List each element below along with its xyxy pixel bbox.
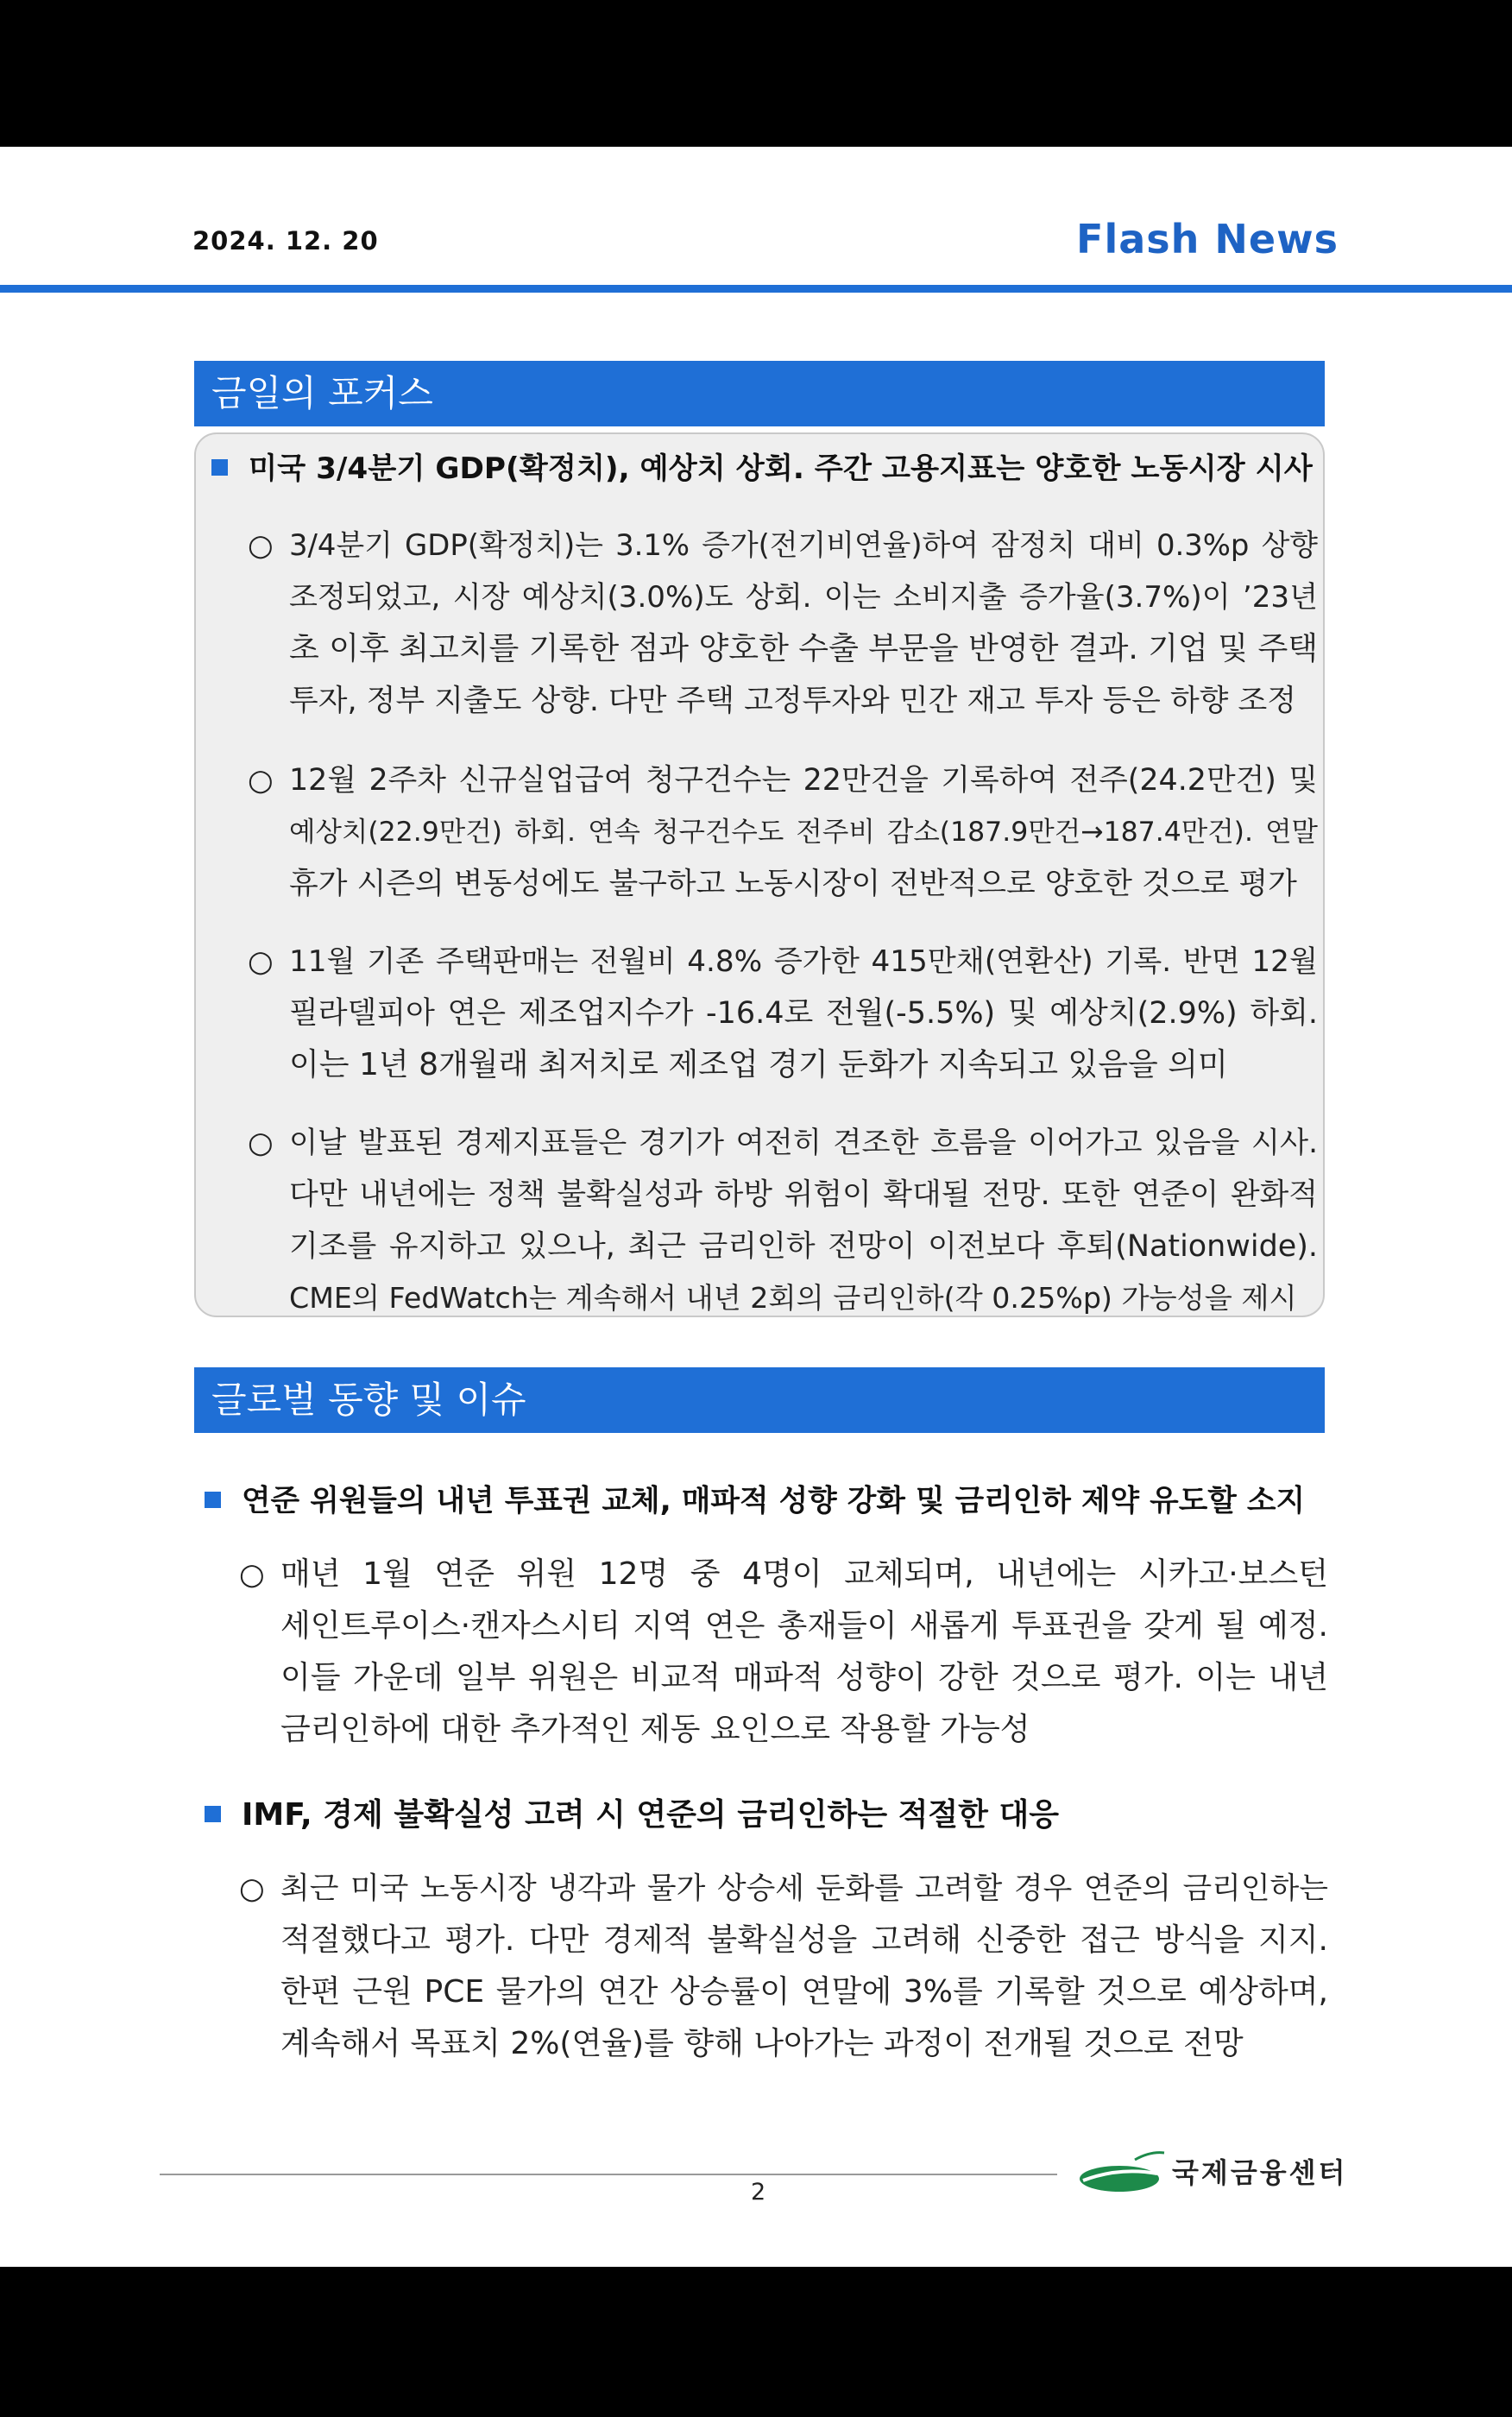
brand-title: Flash News xyxy=(1076,216,1339,262)
circle-bullet-icon: ○ xyxy=(248,763,274,798)
text-line: 한편 근원 PCE 물가의 연간 상승률이 연말에 3%를 기록할 것으로 예상하며, xyxy=(280,1974,1328,2010)
circle-bullet-icon: ○ xyxy=(248,944,274,979)
circle-bullet-icon: ○ xyxy=(248,1126,274,1160)
square-bullet-icon xyxy=(205,1492,221,1508)
footer-rule xyxy=(160,2174,1057,2175)
header-rule xyxy=(0,285,1512,293)
org-name: 국제금융센터 xyxy=(1172,2156,1348,2189)
text-line: 조정되었고, 시장 예상치(3.0%)도 상회. 이는 소비지출 증가율(3.7%)이 ’23년 xyxy=(289,580,1318,615)
text-line: 기조를 유지하고 있으나, 최근 금리인하 전망이 이전보다 후퇴(Nationwide). xyxy=(289,1229,1318,1264)
text-line: 필라델피아 연은 제조업지수가 -16.4로 전월(-5.5%) 및 예상치(2.9%) 하회. xyxy=(289,996,1318,1031)
focus-bullet-1 xyxy=(248,520,1318,727)
page-number: 2 xyxy=(751,2179,766,2206)
text-line: 매년 1월 연준 위원 12명 중 4명이 교체되며, 내년에는 시카고·보스턴 xyxy=(280,1556,1328,1592)
text-line: 예상치(22.9만건) 하회. 연속 청구건수도 전주비 감소(187.9만건→187.4만건). 연말 xyxy=(289,817,1318,848)
focus-bullet-4 xyxy=(248,1117,1318,1324)
document-page xyxy=(0,147,1512,2267)
global-heading-2 xyxy=(205,1790,1059,1834)
global-section-title: 글로벌 동향 및 이슈 xyxy=(211,1379,526,1421)
text-line: 세인트루이스·캔자스시티 지역 연은 총재들이 새롭게 투표권을 갖게 될 예정. xyxy=(280,1608,1328,1644)
text-line: CME의 FedWatch는 계속해서 내년 2회의 금리인하(각 0.25%p) 가능성을 제시 xyxy=(289,1281,1297,1315)
focus-bullet-2 xyxy=(248,754,1318,910)
text-line: 투자, 정부 지출도 상향. 다만 주택 고정투자와 민간 재고 투자 등은 하향 조정 xyxy=(289,684,1296,718)
focus-section-bar xyxy=(194,361,1325,426)
text-line: 11월 기존 주택판매는 전월비 4.8% 증가한 415만채(연환산) 기록. 반면 12월 xyxy=(289,944,1318,979)
square-bullet-icon xyxy=(211,459,228,476)
focus-heading xyxy=(211,445,1313,487)
text-line: 최근 미국 노동시장 냉각과 물가 상승세 둔화를 고려할 경우 연준의 금리인하는 xyxy=(280,1871,1328,1906)
global-bullet-1 xyxy=(239,1549,1328,1756)
global-heading-text: IMF, 경제 불확실성 고려 시 연준의 금리인하는 적절한 대응 xyxy=(242,1797,1060,1833)
text-line: 이날 발표된 경제지표들은 경기가 여전히 견조한 흐름을 이어가고 있음을 시사. xyxy=(289,1126,1318,1160)
text-line: 적절했다고 평가. 다만 경제적 불확실성을 고려해 신중한 접근 방식을 지지. xyxy=(280,1922,1328,1958)
text-line: 초 이후 최고치를 기록한 점과 양호한 수출 부문을 반영한 결과. 기업 및 주택 xyxy=(289,631,1319,666)
focus-heading-text: 미국 3/4분기 GDP(확정치), 예상치 상회. 주간 고용지표는 양호한 노동시장 시사 xyxy=(249,451,1313,486)
text-line: 3/4분기 GDP(확정치)는 3.1% 증가(전기비연율)하여 잠정치 대비 0.3%p 상향 xyxy=(289,528,1318,562)
circle-bullet-icon: ○ xyxy=(239,1871,265,1906)
global-heading-1 xyxy=(205,1476,1305,1519)
global-heading-text: 연준 위원들의 내년 투표권 교체, 매파적 성향 강화 및 금리인하 제약 유도할 소지 xyxy=(242,1484,1306,1518)
text-line: 휴가 시즌의 변동성에도 불구하고 노동시장이 전반적으로 양호한 것으로 평가 xyxy=(289,867,1297,901)
text-line: 계속해서 목표치 2%(연율)를 향해 나아가는 과정이 전개될 것으로 전망 xyxy=(280,2026,1244,2061)
focus-bullet-3 xyxy=(248,936,1318,1091)
circle-bullet-icon: ○ xyxy=(248,528,274,563)
circle-bullet-icon: ○ xyxy=(239,1557,265,1592)
focus-section-title: 금일의 포커스 xyxy=(211,372,433,414)
report-date: 2024. 12. 20 xyxy=(192,226,379,256)
text-line: 12월 2주차 신규실업급여 청구건수는 22만건을 기록하여 전주(24.2만건) 및 xyxy=(289,763,1318,798)
text-line: 이는 1년 8개월래 최저치로 제조업 경기 둔화가 지속되고 있음을 의미 xyxy=(289,1047,1228,1082)
text-line: 다만 내년에는 정책 불확실성과 하방 위험이 확대될 전망. 또한 연준이 완화적 xyxy=(289,1177,1318,1212)
text-line: 이들 가운데 일부 위원은 비교적 매파적 성향이 강한 것으로 평가. 이는 내년 xyxy=(280,1660,1328,1695)
global-bullet-2 xyxy=(239,1863,1328,2070)
square-bullet-icon xyxy=(205,1806,221,1822)
global-section-bar xyxy=(194,1367,1325,1433)
text-line: 금리인하에 대한 추가적인 제동 요인으로 작용할 가능성 xyxy=(280,1712,1030,1747)
